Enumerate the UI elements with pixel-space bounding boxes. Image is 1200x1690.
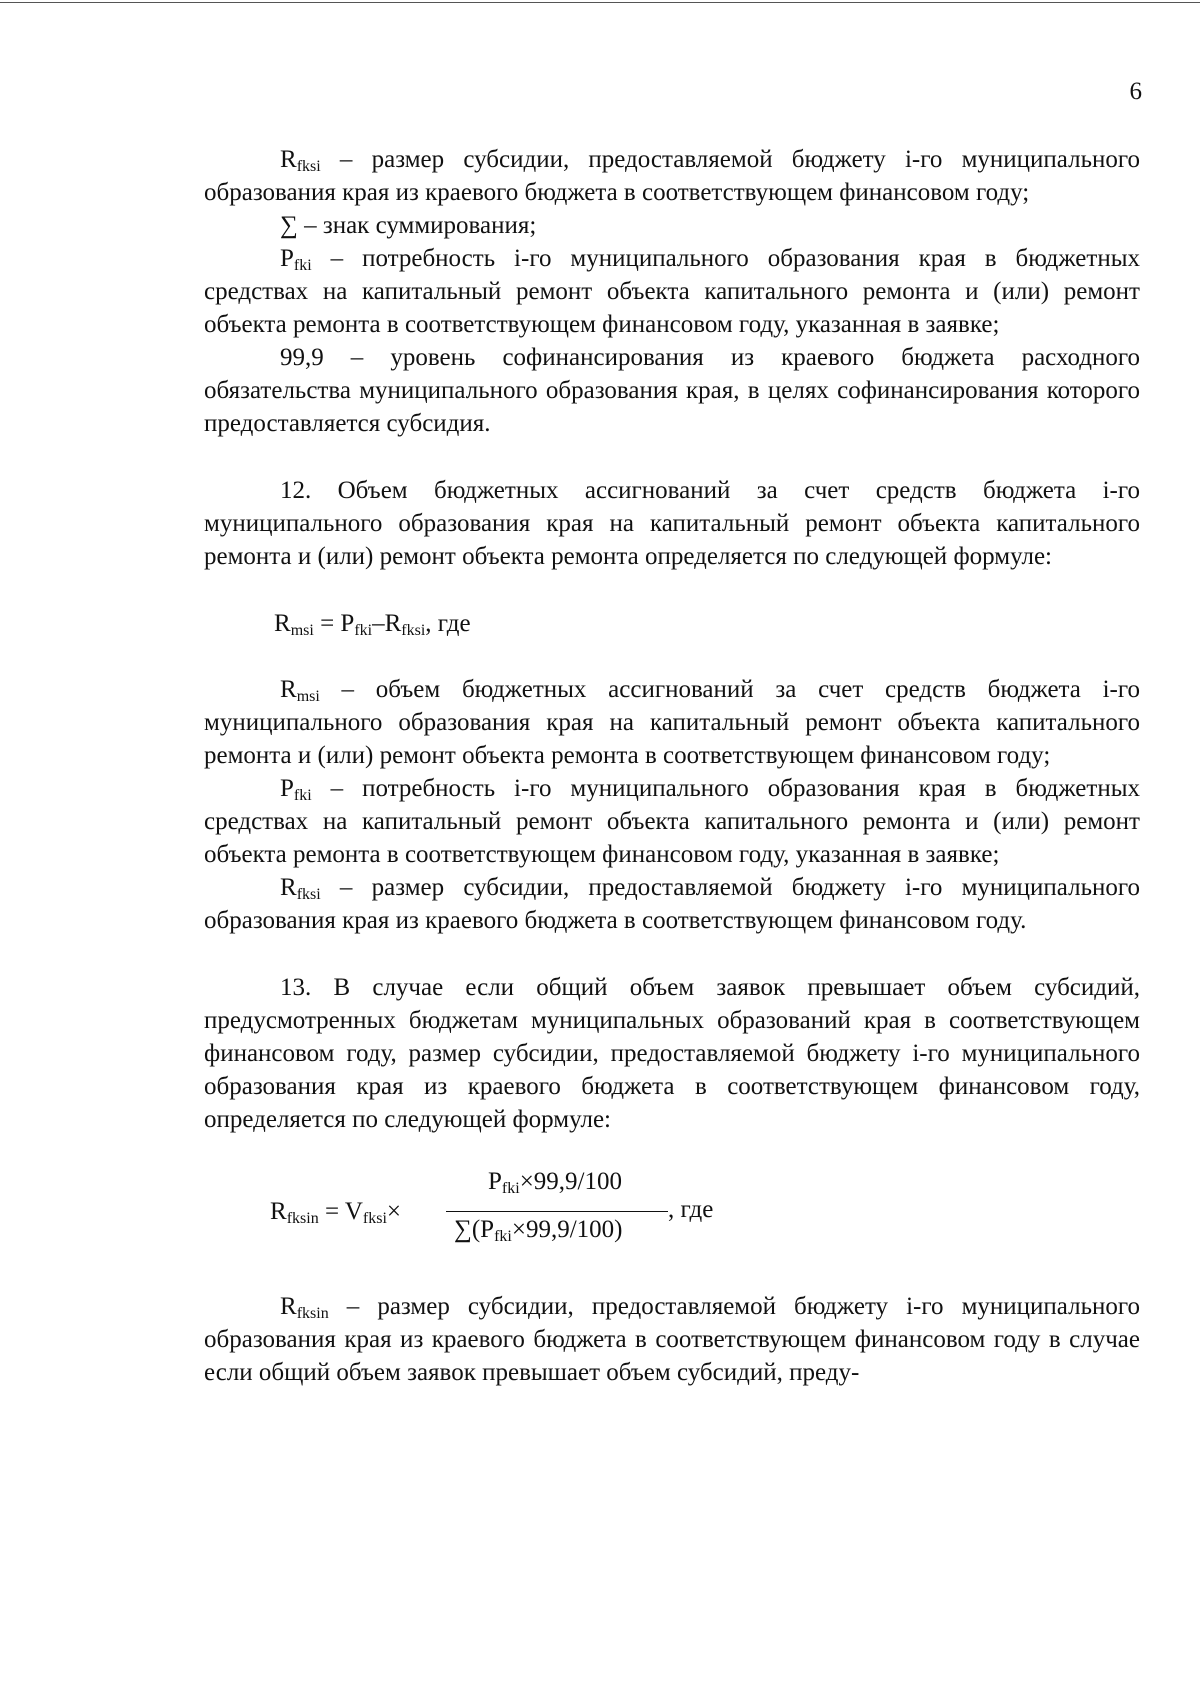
fraction-bar: [446, 1211, 668, 1212]
definition-pfki-2: $P_{fki}$ – потребность i-го муниципального образования края в бюджетных средствах на капитальный ремонт объекта капитального ремонта и (или) ремонт объекта ремонта в соответствующем финансовом году, указанная в заявке;: [204, 775, 1140, 868]
definition-rfksin: $R_{fksin}$ – размер субсидии, предоставляемой бюджету i-го муниципального образования края из краевого бюджета в соответствующем финансовом году в случае если общий объем заявок превышает объем субсидий, преду-: [204, 1293, 1140, 1386]
formula-13: [0, 1168, 1200, 1258]
section-13-paragraph: 13. В случае если общий объем заявок превышает объем субсидий, предусмотренных бюджетам муниципальных образований края в соответствующем финансовом году, размер субсидии, предоставляемой бюджету i-го муниципального образования края из краевого бюджета в соответствующем финансовом году, определяется по следующей формуле:: [204, 974, 1140, 1133]
definition-pfki: $P_{fki}$ – потребность i-го муниципального образования края в бюджетных средствах на капитальный ремонт объекта капитального ремонта и (или) ремонт объекта ремонта в соответствующем финансовом году, указанная в заявке;: [204, 245, 1140, 338]
definition-rfksi-2: $R_{fksi}$ – размер субсидии, предоставляемой бюджету i-го муниципального образования края из краевого бюджета в соответствующем финансовом году.: [204, 874, 1140, 934]
document-body: [0, 143, 1200, 1389]
section-12-paragraph: 12. Объем бюджетных ассигнований за счет средств бюджета i-го муниципального образования края на капитальный ремонт объекта капитального ремонта и (или) ремонт объекта ремонта определяется по следующей формуле:: [204, 477, 1140, 570]
definition-rfksi: $R_{fksi}$ – размер субсидии, предоставляемой бюджету i-го муниципального образования края из краевого бюджета в соответствующем финансовом году;: [204, 146, 1140, 206]
formula-13-denominator: $\sum(P_{fki}\times 99,9/100)$: [454, 1216, 623, 1245]
formula-13-numerator: $P_{fki}\times 99,9/100$: [488, 1168, 622, 1197]
formula-12: $R_{msi} = P_{fki}-R_{fksi}$, где: [274, 610, 471, 639]
scan-top-edge: [0, 2, 1200, 3]
formula-13-tail: , где: [668, 1196, 714, 1223]
formula-13-lhs: $R_{fksin} = V_{fksi}\times$: [270, 1198, 402, 1227]
definition-rmsi: $R_{msi}$ – объем бюджетных ассигнований за счет средств бюджета i-го муниципального образования края на капитальный ремонт объекта капитального ремонта и (или) ремонт объекта ремонта в соответствующем финансовом году;: [204, 676, 1140, 769]
definition-sum-sign: ∑ – знак суммирования;: [280, 212, 537, 239]
page-number: 6: [1129, 78, 1142, 105]
definition-cofinancing-level: 99,9 – уровень софинансирования из краевого бюджета расходного обязательства муниципального образования края, в целях софинансирования которого предоставляется субсидия.: [204, 344, 1140, 437]
